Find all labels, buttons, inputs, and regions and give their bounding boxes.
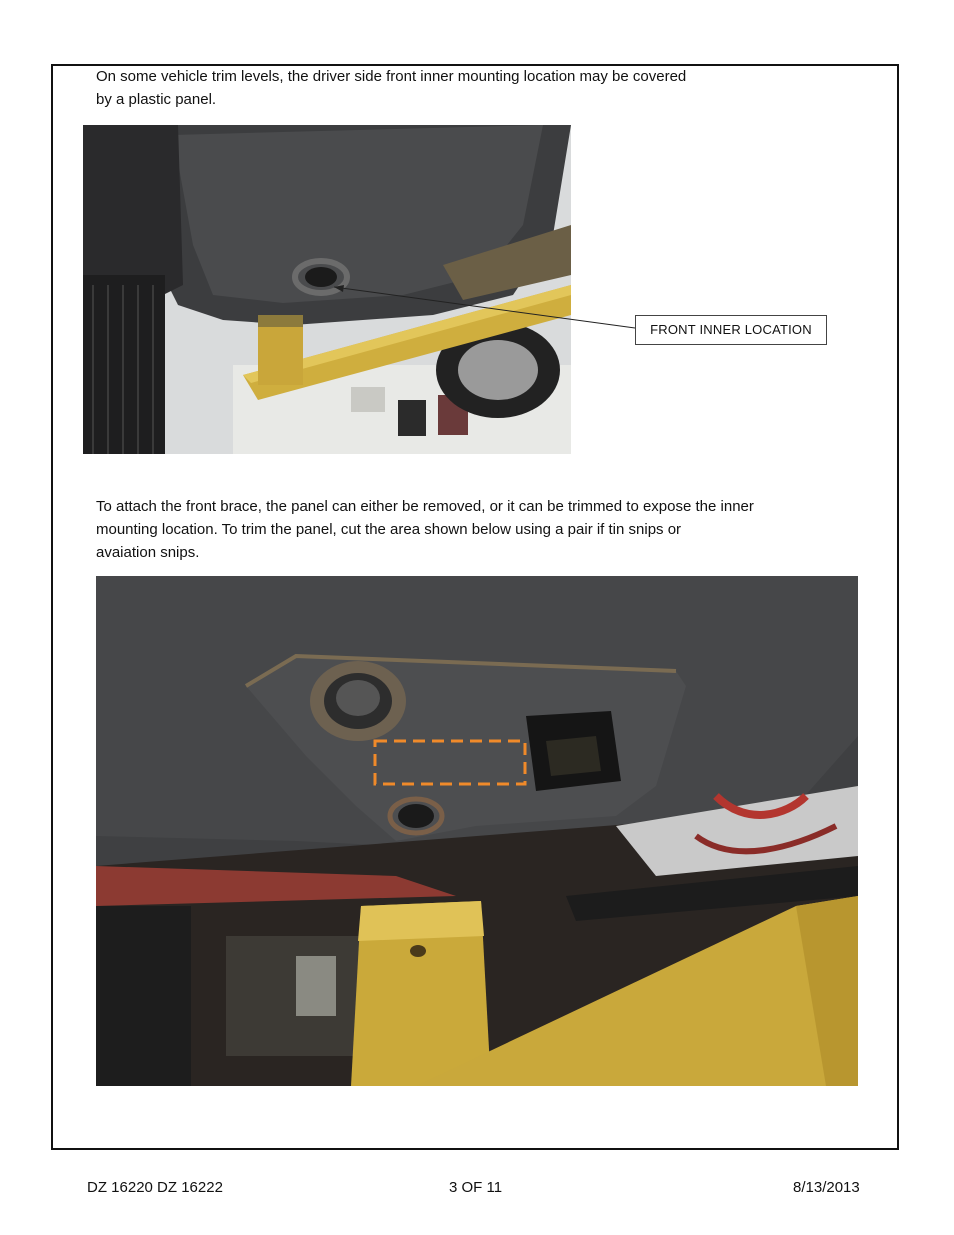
panel-trim-area-photo: [96, 576, 858, 1086]
instructions-line-3: avaiation snips.: [96, 544, 200, 561]
intro-paragraph: [96, 65, 686, 111]
footer-page-number: 3 OF 11: [449, 1179, 503, 1196]
footer-part-numbers: DZ 16220 DZ 16222: [87, 1179, 223, 1196]
instructions-line-2: mounting location. To trim the panel, cut the area shown below using a pair if tin snips or: [96, 521, 682, 538]
intro-line-2: by a plastic panel.: [96, 91, 217, 108]
front-inner-location-callout: FRONT INNER LOCATION: [635, 315, 827, 345]
underbody-panel-photo: [83, 125, 571, 454]
instructions-line-1: To attach the front brace, the panel can either be removed, or it can be trimmed to expose the inner: [96, 498, 754, 515]
intro-line-1: On some vehicle trim levels, the driver side front inner mounting location may be covered: [96, 68, 687, 85]
instructions-paragraph: [96, 495, 754, 564]
footer-date: 8/13/2013: [793, 1179, 860, 1196]
